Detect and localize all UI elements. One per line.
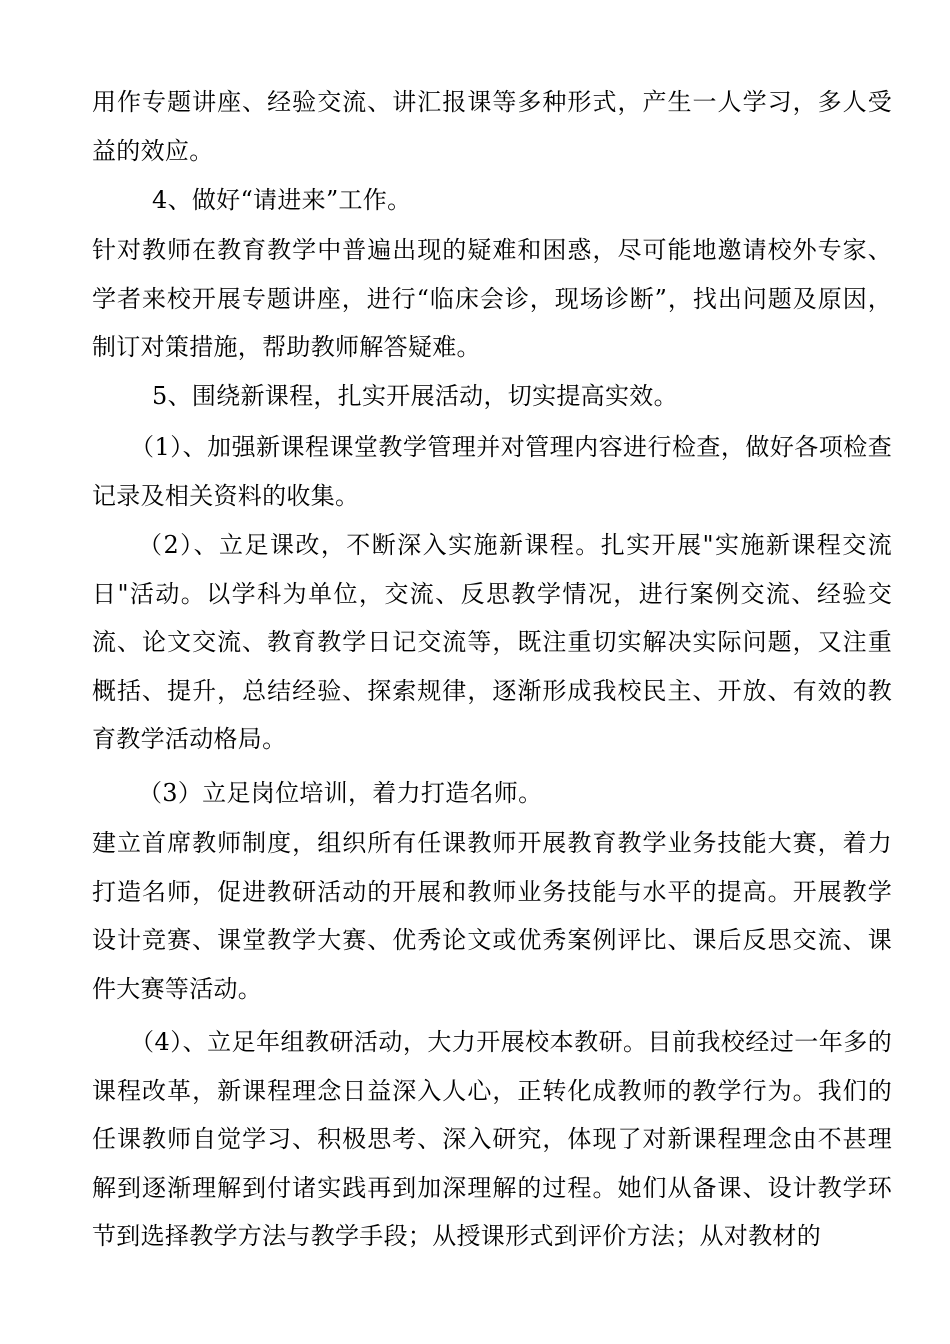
heading-item-3: （3）立足岗位培训，着力打造名师。 — [138, 779, 543, 807]
paragraph-chief-teacher: 建立首席教师制度，组织所有任课教师开展教育教学业务技能大赛，着力打造名师，促进教研活动的开展和教师业务技能与水平的提高。开展教学设计竞赛、课堂教学大赛、优秀论文或优秀案例评比、课后反思交流、课件大赛等活动。 — [92, 829, 892, 1003]
paragraph-item-1: （1）、加强新课程课堂教学管理并对管理内容进行检查，做好各项检查记录及相关资料的收集。 — [92, 433, 892, 510]
paragraph-expert-lectures: 针对教师在教育教学中普遍出现的疑难和困惑，尽可能地邀请校外专家、学者来校开展专题讲座，进行“临床会诊，现场诊断”，找出问题及原因，制订对策措施，帮助教师解答疑难。 — [92, 236, 892, 361]
heading-new-curriculum: 5、围绕新课程，扎实开展活动，切实提高实效。 — [152, 382, 678, 410]
paragraph-item-4: （4）、立足年组教研活动，大力开展校本教研。目前我校经过一年多的课程改革，新课程理念日益深入人心，正转化成教师的教学行为。我们的任课教师自觉学习、积极思考、深入研究，体现了对新课程理念由不甚理解到逐渐理解到付诸实践再到加深理解的过程。她们从备课、设计教学环节到选择教学方法与教学手段；从授课形式到评价方法；从对教材的 — [92, 1028, 892, 1250]
paragraph-lecture-forms: 用作专题讲座、经验交流、讲汇报课等多种形式，产生一人学习，多人受益的效应。 — [92, 88, 892, 165]
paragraph-item-2: （2）、立足课改，不断深入实施新课程。扎实开展"实施新课程交流日"活动。以学科为单位，交流、反思教学情况，进行案例交流、经验交流、论文交流、教育教学日记交流等，既注重切实解决实际问题，又注重概括、提升，总结经验、探索规律，逐渐形成我校民主、开放、有效的教育教学活动格局。 — [92, 531, 892, 753]
heading-invite-experts: 4、做好“请进来”工作。 — [152, 186, 412, 214]
